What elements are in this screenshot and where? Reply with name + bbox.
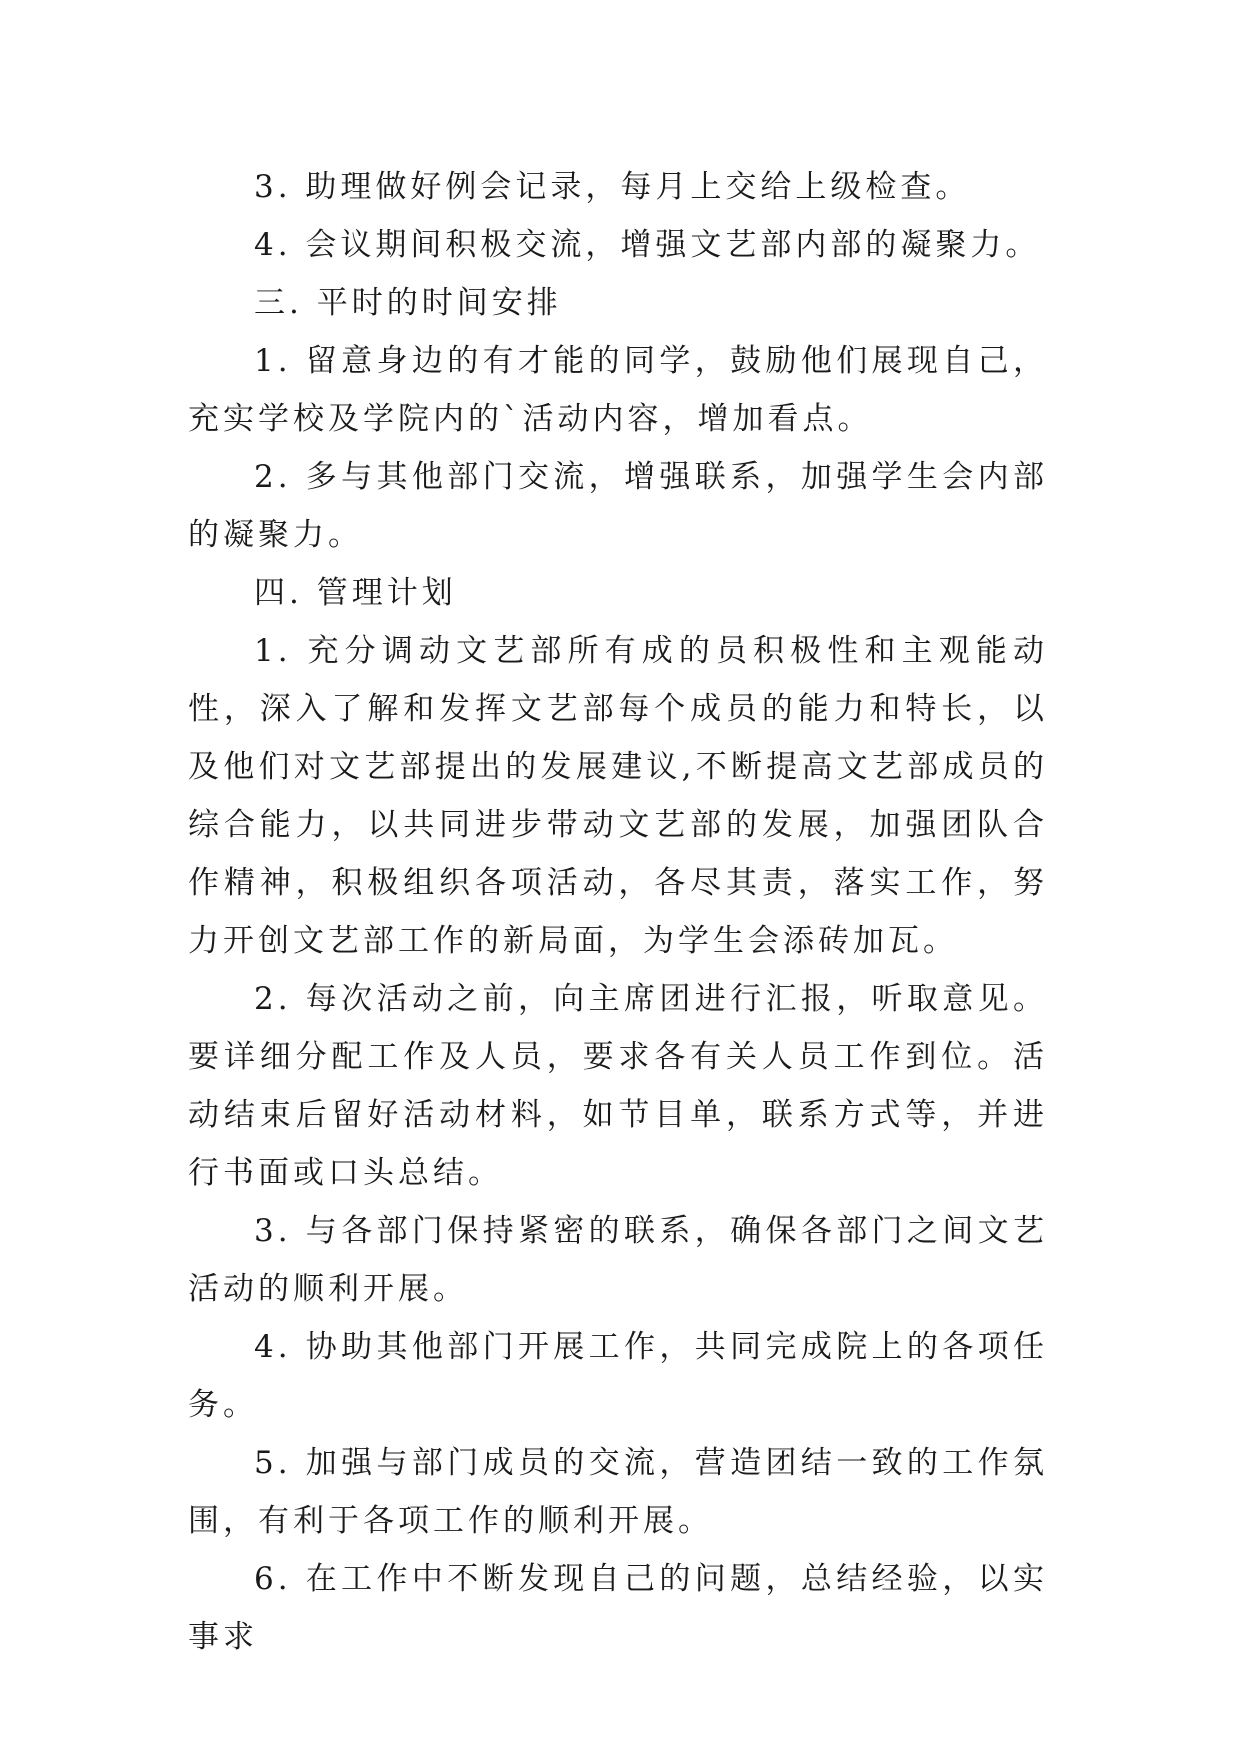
document-body	[188, 158, 1048, 1666]
paragraph: 2. 多与其他部门交流，增强联系，加强学生会内部的凝聚力。	[188, 459, 1048, 553]
section-heading: 三. 平时的时间安排	[254, 285, 562, 321]
paragraph: 3. 助理做好例会记录，每月上交给上级检查。	[254, 169, 971, 205]
paragraph: 6. 在工作中不断发现自己的问题，总结经验，以实事求	[188, 1561, 1048, 1655]
paragraph: 4. 会议期间积极交流，增强文艺部内部的凝聚力。	[254, 227, 1041, 263]
paragraph: 3. 与各部门保持紧密的联系，确保各部门之间文艺活动的顺利开展。	[188, 1213, 1048, 1307]
paragraph: 1. 留意身边的有才能的同学，鼓励他们展现自己，充实学校及学院内的`活动内容，增加看点。	[188, 343, 1048, 437]
paragraph: 2. 每次活动之前，向主席团进行汇报，听取意见。要详细分配工作及人员，要求各有关人员工作到位。活动结束后留好活动材料，如节目单，联系方式等，并进行书面或口头总结。	[188, 981, 1048, 1191]
section-heading: 四. 管理计划	[254, 575, 457, 611]
paragraph: 4. 协助其他部门开展工作，共同完成院上的各项任务。	[188, 1329, 1048, 1423]
paragraph: 1. 充分调动文艺部所有成的员积极性和主观能动性，深入了解和发挥文艺部每个成员的能力和特长，以及他们对文艺部提出的发展建议,不断提高文艺部成员的综合能力，以共同进步带动文艺部的发展，加强团队合作精神，积极组织各项活动，各尽其责，落实工作，努力开创文艺部工作的新局面，为学生会添砖加瓦。	[188, 633, 1048, 959]
paragraph: 5. 加强与部门成员的交流，营造团结一致的工作氛围，有利于各项工作的顺利开展。	[188, 1445, 1048, 1539]
